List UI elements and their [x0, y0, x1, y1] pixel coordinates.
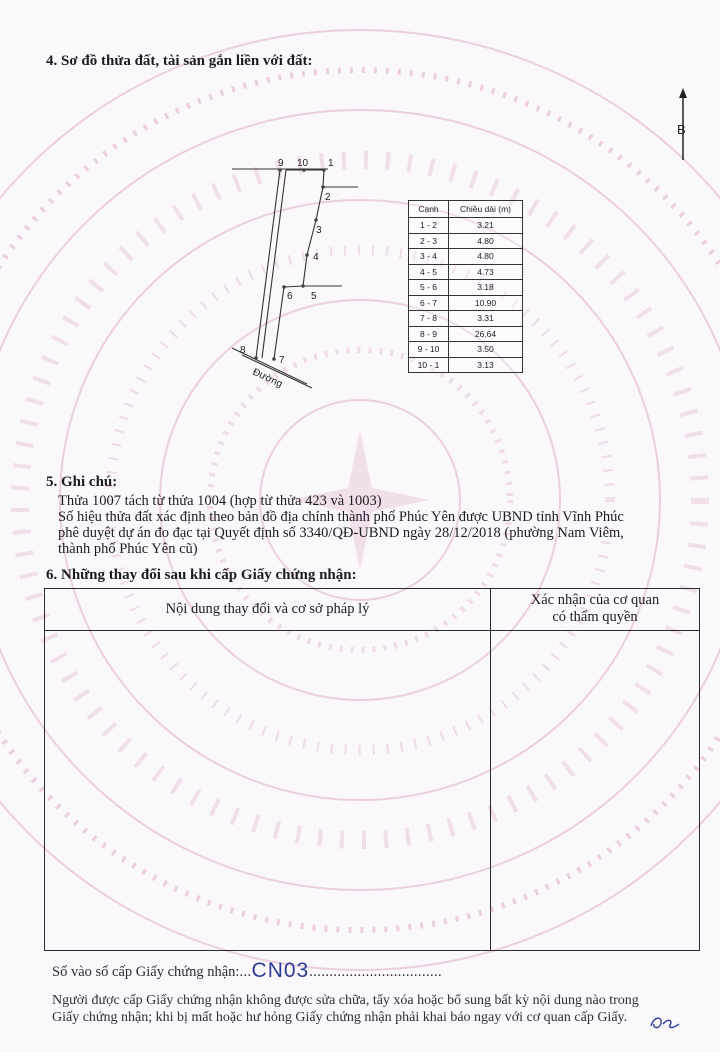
warning-notice — [52, 992, 639, 1026]
table-row — [409, 295, 523, 311]
edge-table-header — [409, 201, 523, 218]
edge-length-table — [408, 200, 523, 373]
header-divider — [45, 630, 699, 631]
section4-heading: 4. Sơ đồ thửa đất, tài sản gắn liền với đất: — [46, 53, 313, 69]
point-label-3: 3 — [316, 225, 322, 236]
certificate-leader-dots: ... — [239, 964, 252, 980]
changes-table — [44, 588, 700, 951]
length-cell: 4.80 — [449, 233, 523, 249]
length-cell: 3.21 — [449, 218, 523, 234]
handwritten-initial-mark — [648, 1012, 682, 1032]
point-label-9: 9 — [278, 158, 284, 169]
length-cell: 3.18 — [449, 280, 523, 296]
notes-block — [58, 493, 624, 557]
edge-cell: 7 - 8 — [409, 311, 449, 327]
road-label: Đường — [250, 366, 285, 390]
certificate-number: CN03 — [251, 959, 310, 982]
north-label: B — [677, 122, 686, 137]
warning-line1: Người được cấp Giấy chứng nhận không được sửa chữa, tẩy xóa hoặc bổ sung bất kỳ nội dung nào trong — [52, 993, 639, 1008]
authority-header-line2: có thẩm quyền — [552, 609, 638, 625]
length-cell: 26.64 — [449, 326, 523, 342]
note-line: thành phố Phúc Yên cũ) — [58, 541, 198, 557]
point-label-6: 6 — [287, 291, 293, 302]
table-row — [409, 326, 523, 342]
edge-cell: 4 - 5 — [409, 264, 449, 280]
edge-cell: 5 - 6 — [409, 280, 449, 296]
authority-confirmation-header — [492, 592, 698, 626]
point-label-2: 2 — [325, 192, 331, 203]
table-row — [409, 280, 523, 296]
certificate-label: Số vào sổ cấp Giấy chứng nhận: — [52, 964, 240, 980]
edge-cell: 6 - 7 — [409, 295, 449, 311]
changes-content-header: Nội dung thay đổi và cơ sở pháp lý — [165, 601, 370, 617]
length-header: Chiều dài (m) — [449, 201, 523, 218]
point-label-8: 8 — [240, 345, 246, 356]
edge-cell: 1 - 2 — [409, 218, 449, 234]
column-divider — [490, 589, 491, 950]
certificate-trailing-dots: ................................. — [309, 964, 443, 980]
edge-cell: 9 - 10 — [409, 342, 449, 358]
warning-line2: Giấy chứng nhận; khi bị mất hoặc hư hỏng Giấy chứng nhận phải khai báo ngay với cơ quan cấp Giấy. — [52, 1010, 628, 1025]
length-cell: 4.73 — [449, 264, 523, 280]
note-line: Thửa 1007 tách từ thửa 1004 (hợp từ thửa 423 và 1003) — [58, 493, 382, 509]
point-label-10: 10 — [297, 158, 309, 169]
table-row — [409, 233, 523, 249]
edge-cell: 2 - 3 — [409, 233, 449, 249]
table-row — [409, 249, 523, 265]
length-cell: 3.13 — [449, 357, 523, 373]
section5-heading: 5. Ghi chú: — [46, 474, 118, 490]
point-label-5: 5 — [311, 291, 317, 302]
changes-content-cell[interactable] — [45, 632, 489, 948]
length-cell: 10.90 — [449, 295, 523, 311]
table-row — [409, 264, 523, 280]
edge-cell: 10 - 1 — [409, 357, 449, 373]
authority-header-line1: Xác nhận của cơ quan — [530, 592, 660, 608]
note-line: phê duyệt dự án đo đạc tại Quyết định số 3340/QĐ-UBND ngày 28/12/2018 (phường Nam Viêm, — [58, 525, 624, 541]
note-line: Số hiệu thửa đất xác định theo bản đồ địa chính thành phố Phúc Yên được UBND tỉnh Vĩnh Phúc — [58, 509, 624, 525]
section6-heading: 6. Những thay đổi sau khi cấp Giấy chứng nhận: — [46, 567, 357, 583]
length-cell: 3.50 — [449, 342, 523, 358]
authority-confirmation-cell[interactable] — [492, 632, 698, 948]
parcel-sketch — [232, 150, 362, 390]
table-row — [409, 357, 523, 373]
edge-cell: 8 - 9 — [409, 326, 449, 342]
point-label-7: 7 — [279, 355, 285, 366]
certificate-register-line — [52, 958, 442, 982]
edge-cell: 3 - 4 — [409, 249, 449, 265]
table-row — [409, 342, 523, 358]
length-cell: 3.31 — [449, 311, 523, 327]
point-label-1: 1 — [328, 158, 334, 169]
table-row — [409, 218, 523, 234]
north-arrow-icon — [672, 88, 692, 164]
table-row — [409, 311, 523, 327]
length-cell: 4.80 — [449, 249, 523, 265]
point-label-4: 4 — [313, 252, 319, 263]
edge-header: Cạnh — [409, 201, 449, 218]
